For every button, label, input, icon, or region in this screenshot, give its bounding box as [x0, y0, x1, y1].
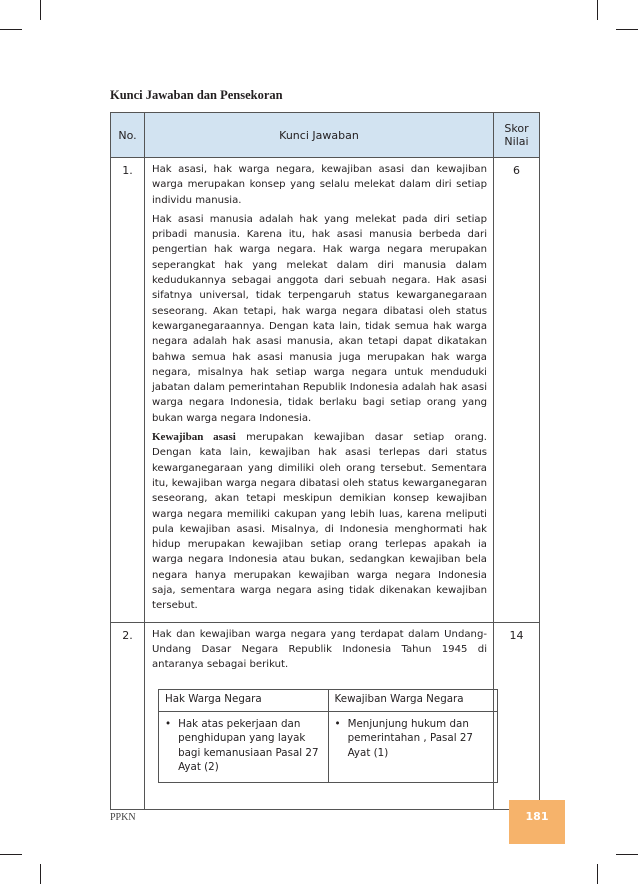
header-no: No.: [111, 113, 145, 158]
obligations-item: Menjunjung hukum dan pemerintahan , Pasal 27 Ayat (1): [347, 717, 473, 759]
crop-mark: [40, 0, 41, 20]
inner-header-rights: Hak Warga Negara: [159, 689, 329, 711]
header-answer: Kunci Jawaban: [145, 113, 494, 158]
section-title: Kunci Jawaban dan Pensekoran: [110, 88, 283, 102]
table-row: [111, 622, 540, 809]
crop-mark: [40, 864, 41, 884]
inner-header-row: [159, 689, 498, 711]
table-header-row: [111, 113, 540, 158]
table-row: [111, 158, 540, 623]
rights-item: Hak atas pekerjaan dan penghidupan yang layak bagi kemanusiaan Pasal 27 Ayat (2): [178, 717, 319, 773]
header-score: Skor Nilai: [494, 113, 540, 158]
answer-paragraph: Hak dan kewajiban warga negara yang terdapat dalam Undang-Undang Dasar Negara Republik Indonesia Tahun 1945 di antaranya sebagai berikut.: [152, 628, 487, 671]
bullet: •: [334, 717, 341, 730]
inner-row: [159, 711, 498, 782]
row-score: 6: [494, 158, 540, 623]
bold-term: Kewajiban asasi: [152, 431, 236, 444]
answer-paragraph: Hak asasi manusia adalah hak yang melekat pada diri setiap pribadi manusia. Karena itu, hak asasi manusia berbeda dari pengertian hak warga negara. Hak warga negara merupakan seperangkat hak yang melekat dalam diri manusia dalam kedudukannya sebagai anggota dari sebuah negara. Hak asasi sifatnya universal, tidak terpengaruh status kewarganegaraan seseorang. Akan tetapi, hak warga negara dibatasi oleh status kewarganegaraannya. Dengan kata lain, tidak semua hak warga negara adalah hak asasi manusia, akan tetapi dapat dikatakan bahwa semua hak asasi manusia juga merupakan hak warga negara, misalnya hak setiap warga negara untuk menduduki jabatan dalam pemerintahan Republik Indonesia adalah hak asasi warga negara Indonesia, tidak berlaku bagi setiap orang yang bukan warga negara Indonesia.: [152, 213, 487, 424]
answer-paragraph: [152, 430, 487, 614]
inner-header-obligations: Kewajiban Warga Negara: [328, 689, 498, 711]
rights-obligations-table: [158, 689, 498, 783]
footer-subject: PPKN: [110, 812, 136, 823]
answer-cell: [145, 622, 494, 809]
bullet: •: [165, 717, 172, 730]
crop-mark: [0, 29, 22, 30]
answer-cell: [145, 158, 494, 623]
crop-mark: [0, 854, 22, 855]
inner-cell-obligations: [328, 711, 498, 782]
inner-cell-rights: [159, 711, 329, 782]
answer-key-table: [110, 112, 540, 810]
crop-mark: [616, 854, 638, 855]
crop-mark: [597, 864, 598, 884]
row-score: 14: [494, 622, 540, 809]
answer-text: merupakan kewajiban dasar setiap orang. Dengan kata lain, kewajiban hak asasi terlepas dari status kewarganegaraan yang dimiliki oleh orang tersebut. Sementara itu, kewajiban warga negara dibatasi oleh status kewarganegaran seseorang, akan tetapi meskipun demikian konsep kewajiban warga negara memiliki cakupan yang lebih luas, karena meliputi pula kewajiban asasi. Misalnya, di Indonesia menghormati hak hidup merupakan kewajiban setiap orang terlepas apakah ia warga negara Indonesia atau bukan, sedangkan kewajiban bela negara hanya merupakan kewajiban warga negara Indonesia saja, sementara warga negara asing tidak dikenakan kewajiban tersebut.: [152, 432, 487, 612]
answer-paragraph: Hak asasi, hak warga negara, kewajiban asasi dan kewajiban warga merupakan konsep yang selalu melekat dalam diri setiap individu manusia.: [152, 164, 487, 206]
row-number: 2.: [111, 622, 145, 809]
page-number: 181: [509, 800, 565, 844]
row-number: 1.: [111, 158, 145, 623]
crop-mark: [616, 29, 638, 30]
crop-mark: [597, 0, 598, 20]
